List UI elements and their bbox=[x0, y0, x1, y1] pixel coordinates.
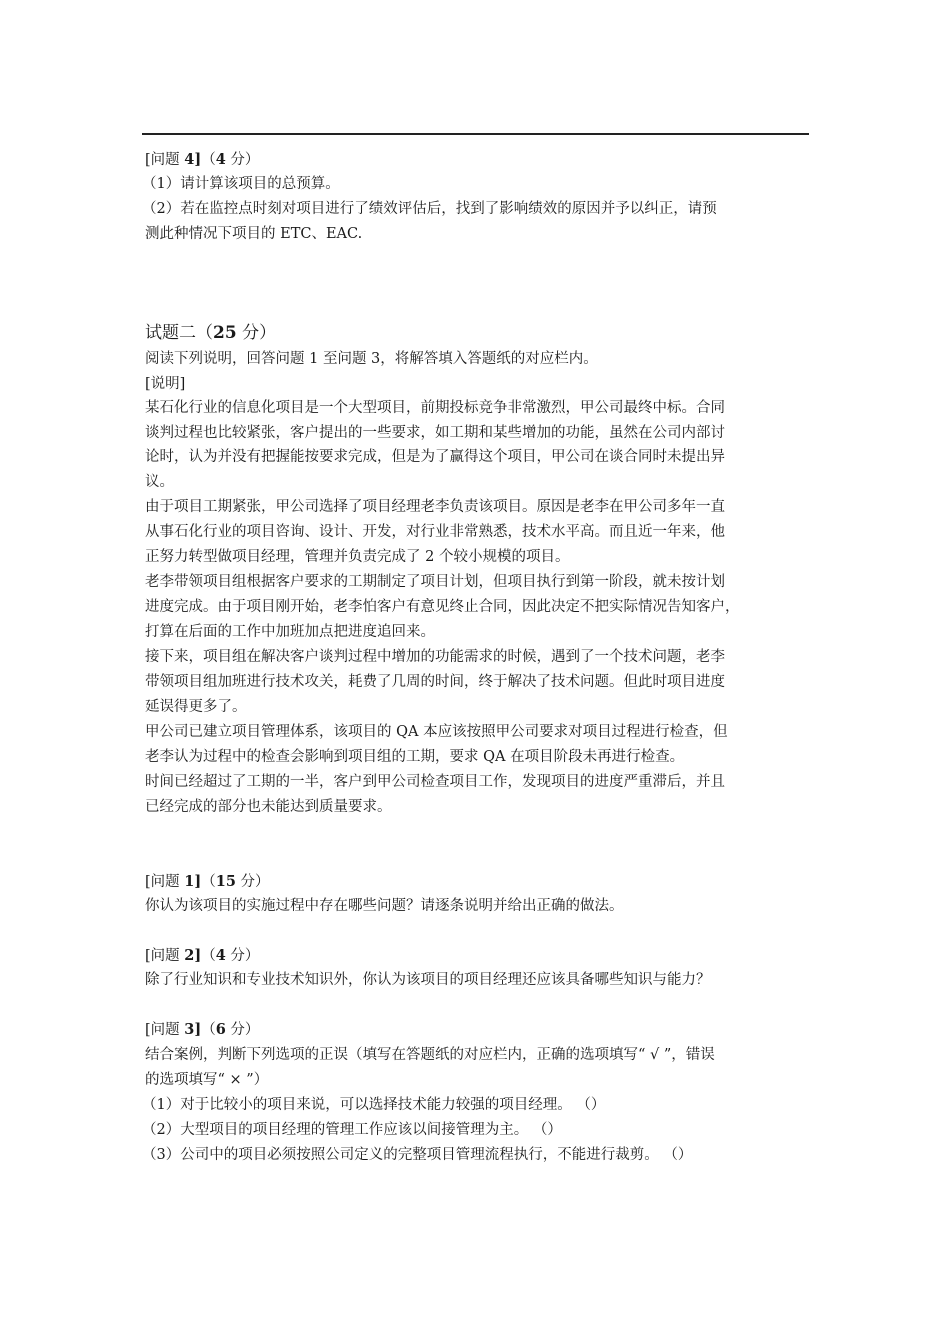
q4-heading-suffix: 分） bbox=[225, 152, 260, 168]
q2-heading-score: 4 bbox=[215, 947, 226, 964]
paragraph-line: 甲公司已建立项目管理体系，该项目的 QA 本应该按照甲公司要求对项目过程进行检查，但 bbox=[145, 724, 728, 740]
q2-heading-score-open: （ bbox=[201, 948, 216, 964]
paragraph-line: 某石化行业的信息化项目是一个大型项目，前期投标竞争非常激烈，甲公司最终中标。合同 bbox=[145, 400, 725, 416]
paragraph-line: 已经完成的部分也未能达到质量要求。 bbox=[145, 799, 392, 815]
q4-item-2: （2）若在监控点时刻对项目进行了绩效评估后，找到了影响绩效的原因并予以纠正，请预 bbox=[142, 201, 717, 217]
q1-heading bbox=[145, 873, 270, 891]
paragraph-line: 老李认为过程中的检查会影响到项目组的工期，要求 QA 在项目阶段未再进行检查。 bbox=[145, 749, 685, 765]
section2-title-prefix: 试题二（ bbox=[145, 323, 213, 343]
q1-heading-prefix: [问题 bbox=[145, 874, 185, 890]
q2-heading bbox=[145, 947, 259, 965]
q1-heading-num: 1] bbox=[184, 873, 202, 890]
q4-heading bbox=[145, 151, 259, 169]
q1-heading-suffix: 分） bbox=[235, 874, 270, 890]
q3-text-1: 结合案例，判断下列选项的正误（填写在答题纸的对应栏内，正确的选项填写“ √ ”，错误 bbox=[145, 1047, 715, 1063]
paragraph-line: 从事石化行业的项目咨询、设计、开发，对行业非常熟悉，技术水平高。而且近一年来，他 bbox=[145, 524, 725, 540]
paragraph-line: 延误得更多了。 bbox=[145, 699, 247, 715]
paragraph-line: 老李带领项目组根据客户要求的工期制定了项目计划，但项目执行到第一阶段，就未按计划 bbox=[145, 574, 725, 590]
q2-heading-num: 2] bbox=[184, 947, 202, 964]
paragraph-line: 论时，认为并没有把握能按要求完成，但是为了赢得这个项目，甲公司在谈合同时未提出异 bbox=[145, 449, 725, 465]
q3-heading-score-open: （ bbox=[201, 1022, 216, 1038]
q3-heading-num: 3] bbox=[184, 1021, 202, 1038]
paragraph-line: 时间已经超过了工期的一半，客户到甲公司检查项目工作，发现项目的进度严重滞后，并且 bbox=[145, 774, 725, 790]
q4-heading-num: 4] bbox=[184, 151, 202, 168]
q3-option: （3）公司中的项目必须按照公司定义的完整项目管理流程执行，不能进行裁剪。 （） bbox=[142, 1147, 693, 1163]
paragraph-line: 正努力转型做项目经理，管理并负责完成了 2 个较小规模的项目。 bbox=[145, 549, 570, 565]
paragraph-line: 由于项目工期紧张，甲公司选择了项目经理老李负责该项目。原因是老李在甲公司多年一直 bbox=[145, 499, 725, 515]
q1-heading-score-open: （ bbox=[201, 874, 216, 890]
q3-heading-score: 6 bbox=[215, 1021, 226, 1038]
q2-heading-suffix: 分） bbox=[225, 948, 260, 964]
paragraph-line: 接下来，项目组在解决客户谈判过程中增加的功能需求的时候，遇到了一个技术问题，老李 bbox=[145, 649, 725, 665]
q3-option: （2）大型项目的项目经理的管理工作应该以间接管理为主。 （） bbox=[142, 1122, 562, 1138]
q3-heading-suffix: 分） bbox=[225, 1022, 260, 1038]
header-rule bbox=[142, 133, 809, 135]
q3-heading-prefix: [问题 bbox=[145, 1022, 185, 1038]
section2-desc-label: [说明] bbox=[145, 376, 186, 392]
q4-heading-score-open: （ bbox=[201, 152, 216, 168]
q3-heading bbox=[145, 1021, 259, 1039]
q3-option: （1）对于比较小的项目来说，可以选择技术能力较强的项目经理。 （） bbox=[142, 1097, 606, 1113]
q4-heading-score: 4 bbox=[215, 151, 226, 168]
paragraph-line: 带领项目组加班进行技术攻关，耗费了几周的时间，终于解决了技术问题。但此时项目进度 bbox=[145, 674, 725, 690]
paragraph-line: 谈判过程也比较紧张，客户提出的一些要求，如工期和某些增加的功能，虽然在公司内部讨 bbox=[145, 425, 725, 441]
q4-heading-prefix: [问题 bbox=[145, 152, 185, 168]
q4-item-1: （1）请计算该项目的总预算。 bbox=[142, 176, 340, 192]
paragraph-line: 进度完成。由于项目刚开始，老李怕客户有意见终止合同，因此决定不把实际情况告知客户， bbox=[145, 599, 740, 615]
q4-item-2-continued: 测此种情况下项目的 ETC、EAC. bbox=[145, 226, 363, 242]
section2-title-score: 25 bbox=[213, 323, 237, 343]
q1-heading-score: 15 bbox=[215, 873, 236, 890]
section2-title-suffix: 分） bbox=[236, 323, 277, 343]
section2-intro: 阅读下列说明，回答问题 1 至问题 3，将解答填入答题纸的对应栏内。 bbox=[145, 351, 598, 367]
q2-text: 除了行业知识和专业技术知识外，你认为该项目的项目经理还应该具备哪些知识与能力？ bbox=[145, 972, 711, 988]
q2-heading-prefix: [问题 bbox=[145, 948, 185, 964]
paragraph-line: 打算在后面的工作中加班加点把进度追回来。 bbox=[145, 624, 435, 640]
q3-text-2: 的选项填写“ × ”） bbox=[145, 1072, 269, 1088]
paragraph-line: 议。 bbox=[145, 474, 174, 490]
section2-title bbox=[145, 323, 276, 343]
q1-text: 你认为该项目的实施过程中存在哪些问题？请逐条说明并给出正确的做法。 bbox=[145, 898, 624, 914]
